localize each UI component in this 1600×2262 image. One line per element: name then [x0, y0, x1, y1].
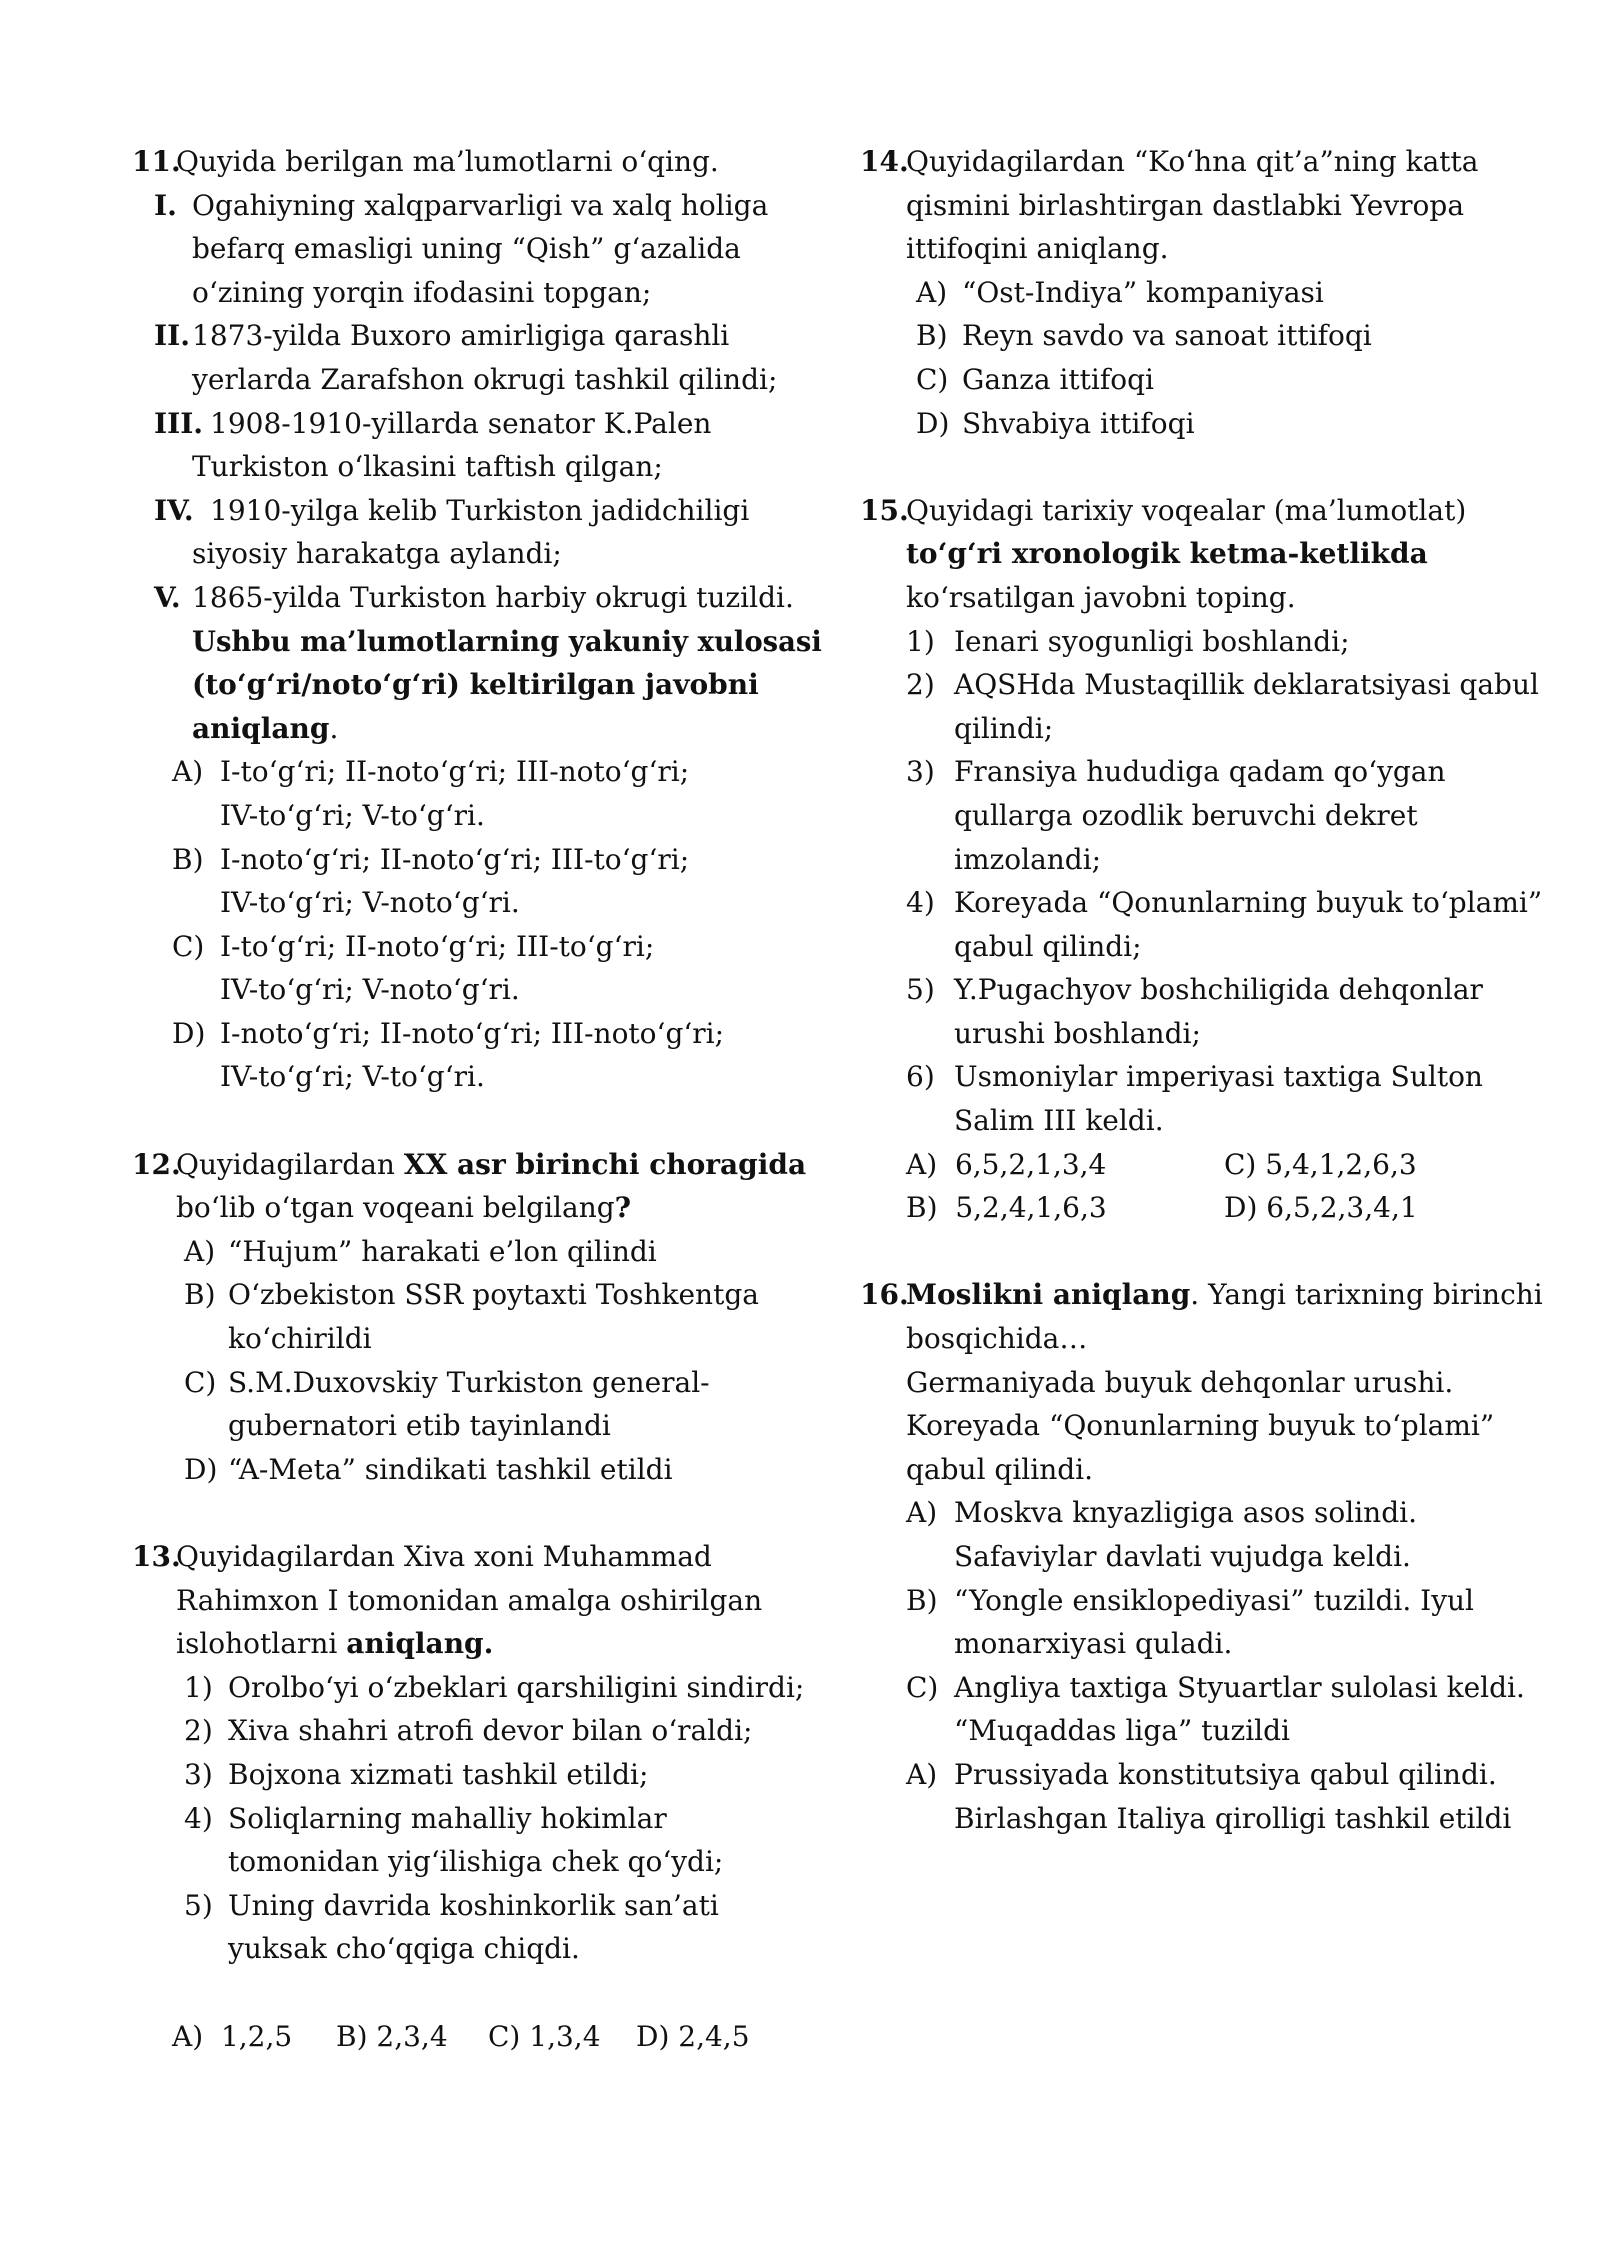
list-item — [860, 750, 1560, 794]
option-text: “Muqaddas liga” tuzildi — [954, 1714, 1291, 1748]
option-text: 5,2,4,1,6,3 — [955, 1191, 1107, 1225]
item-text: Usmoniylar imperiyasi taxtiga Sulton — [954, 1060, 1483, 1094]
answer-row — [132, 2015, 822, 2059]
question-14 — [860, 140, 1560, 445]
item-number: 3) — [184, 1757, 213, 1791]
item-text: Xiva shahri atrofi devor bilan o‘raldi; — [228, 1714, 753, 1748]
answer-option-b[interactable] — [132, 838, 822, 882]
option-text: 1,2,5 — [220, 2019, 293, 2053]
option-text: O‘zbekiston SSR poytaxti Toshkentga — [228, 1278, 759, 1312]
question-text: Quyidagilardan “Ko‘hna qit’a”ning katta — [906, 145, 1479, 178]
question-stem — [860, 140, 1560, 184]
question-text: Quyidagi tarixiy voqealar (ma’lumotlat) — [906, 493, 1467, 527]
option-label: C) — [172, 929, 205, 963]
answer-option-c[interactable] — [488, 2015, 601, 2059]
statement-mark: I. — [154, 188, 177, 222]
statement-mark: II. — [154, 319, 190, 353]
answer-option-d[interactable] — [636, 2015, 750, 2059]
option-text: 5,4,1,2,6,3 — [1265, 1147, 1417, 1181]
answer-option-a[interactable] — [906, 1143, 1106, 1187]
option-label: A) — [906, 1496, 938, 1530]
option-text: I-noto‘g‘ri; II-noto‘g‘ri; III-noto‘g‘ri; — [220, 1016, 725, 1050]
answer-row — [860, 1186, 1560, 1230]
statement-mark: V. — [154, 580, 181, 614]
answer-option-d[interactable] — [860, 402, 1560, 446]
left-column — [132, 140, 822, 2058]
stem-bold: Moslikni aniqlang — [906, 1278, 1191, 1312]
list-item — [860, 881, 1560, 925]
item-number: 2) — [184, 1714, 213, 1748]
question-stem — [132, 1535, 822, 1579]
answer-option-a[interactable] — [172, 2015, 292, 2059]
item-text: Soliqlarning mahalliy hokimlar — [228, 1801, 667, 1835]
answer-option-c[interactable] — [860, 358, 1560, 402]
answer-row — [860, 1143, 1560, 1187]
option-text: 6,5,2,1,3,4 — [954, 1147, 1107, 1181]
answer-option-b[interactable] — [906, 1186, 1107, 1230]
option-label: B) — [172, 842, 204, 876]
question-15 — [860, 489, 1560, 1230]
option-text: IV-to‘g‘ri; V-to‘g‘ri. — [220, 1060, 485, 1094]
question-text: bosqichida… — [906, 1322, 1088, 1356]
question-text — [176, 1186, 631, 1230]
item-number: 5) — [184, 1888, 213, 1922]
statement-text: Turkiston o‘lkasini taftish qilgan; — [192, 450, 663, 484]
question-number: 14. — [860, 145, 909, 178]
statement-text: o‘zining yorqin ifodasini topgan; — [192, 275, 652, 309]
stem-part: islohotlarni — [176, 1627, 347, 1661]
answer-option-d[interactable] — [860, 1753, 1560, 1797]
question-text: Quyidagilardan Xiva xoni Muhammad — [176, 1540, 712, 1573]
option-label: B) — [184, 1278, 216, 1312]
item-text: Orolbo‘yi o‘zbeklari qarshiligini sindirdi; — [228, 1670, 805, 1704]
option-text: I-noto‘g‘ri; II-noto‘g‘ri; III-to‘g‘ri; — [220, 842, 690, 876]
option-label: C) — [916, 362, 949, 396]
option-text: IV-to‘g‘ri; V-noto‘g‘ri. — [220, 973, 520, 1007]
option-label: A) — [172, 755, 204, 789]
question-12 — [132, 1143, 822, 1492]
option-text: monarxiyasi quladi. — [954, 1627, 1233, 1661]
statement-item — [132, 489, 822, 533]
stem-part: . Yangi tarixning birinchi — [1190, 1278, 1543, 1312]
instruction-text: (to‘g‘ri/noto‘g‘ri) keltirilgan javobni — [192, 668, 759, 702]
statement-text: 1910-yilga kelib Turkiston jadidchiligi — [210, 493, 750, 527]
question-stem — [860, 1273, 1560, 1317]
statement-text: 1865-yilda Turkiston harbiy okrugi tuzildi. — [192, 580, 794, 614]
item-number: 1) — [184, 1670, 213, 1704]
option-text: Moskva knyazligiga asos solindi. — [954, 1496, 1417, 1530]
option-text: Safaviylar davlati vujudga keldi. — [954, 1540, 1411, 1573]
option-text: “Yongle ensiklopediyasi” tuzildi. Iyul — [954, 1583, 1475, 1617]
list-item — [132, 1753, 822, 1797]
item-text: qilindi; — [954, 711, 1054, 745]
option-text: “Ost-Indiya” kompaniyasi — [962, 275, 1324, 309]
item-text: tomonidan yig‘ilishiga chek qo‘ydi; — [228, 1845, 724, 1879]
instruction-text: Ushbu ma’lumotlarning yakuniy xulosasi — [192, 624, 822, 658]
instruction-bold: aniqlang — [192, 711, 330, 745]
answer-option-a[interactable] — [860, 1491, 1560, 1535]
answer-option-c[interactable] — [860, 1666, 1560, 1710]
answer-option-a[interactable] — [860, 271, 1560, 315]
option-text: IV-to‘g‘ri; V-to‘g‘ri. — [220, 798, 485, 832]
option-text: 1,3,4 — [529, 2019, 601, 2053]
answer-option-a[interactable] — [132, 1230, 822, 1274]
option-text: “A-Meta” sindikati tashkil etildi — [228, 1452, 673, 1486]
item-text: qabul qilindi; — [954, 929, 1142, 963]
option-label: D) — [916, 406, 950, 440]
option-label: C) — [184, 1365, 217, 1399]
option-label: D) — [1224, 1191, 1258, 1225]
stem-part: Quyidagilardan — [176, 1147, 404, 1181]
option-label: B) — [906, 1191, 938, 1225]
option-text: Prussiyada konstitutsiya qabul qilindi. — [954, 1757, 1497, 1791]
option-label: C) — [1224, 1147, 1257, 1181]
item-number: 6) — [906, 1060, 935, 1094]
question-text: Rahimxon I tomonidan amalga oshirilgan — [176, 1583, 763, 1617]
statement-item — [132, 576, 822, 620]
list-item — [132, 1666, 822, 1710]
question-stem — [860, 489, 1560, 533]
statement-item — [132, 402, 822, 446]
option-text: S.M.Duxovskiy Turkiston general- — [228, 1365, 710, 1399]
option-label: A) — [172, 2019, 204, 2053]
option-text: 2,3,4 — [376, 2019, 448, 2053]
item-text: imzolandi; — [954, 842, 1102, 876]
question-text: Germaniyada buyuk dehqonlar urushi. — [906, 1365, 1454, 1399]
question-text: ittifoqini aniqlang. — [906, 232, 1169, 266]
stem-bold: XX asr birinchi choragida — [403, 1147, 807, 1181]
statement-text: befarq emasligi uning “Qish” g‘azalida — [192, 232, 741, 266]
option-label: C) — [488, 2019, 521, 2053]
option-label: B) — [906, 1583, 938, 1617]
option-label: B) — [336, 2019, 368, 2053]
answer-option-c[interactable] — [132, 925, 822, 969]
question-number: 15. — [860, 493, 909, 527]
item-number: 4) — [906, 886, 935, 920]
option-text: Reyn savdo va sanoat ittifoqi — [962, 319, 1372, 353]
option-text: gubernatori etib tayinlandi — [228, 1409, 611, 1443]
answer-option-a[interactable] — [132, 750, 822, 794]
option-label: D) — [636, 2019, 670, 2053]
statement-mark: IV. — [154, 493, 194, 527]
option-label: A) — [916, 275, 948, 309]
list-item — [132, 1709, 822, 1753]
question-number: 13. — [132, 1540, 181, 1573]
question-number: 16. — [860, 1278, 909, 1312]
item-text: urushi boshlandi; — [954, 1016, 1201, 1050]
answer-option-d[interactable] — [1224, 1186, 1418, 1230]
option-label: A) — [906, 1757, 938, 1791]
item-text: Ienari syogunligi boshlandi; — [954, 624, 1350, 658]
right-column — [860, 140, 1560, 1840]
option-text: 2,4,5 — [678, 2019, 750, 2053]
question-text: qabul qilindi. — [906, 1452, 1094, 1486]
answer-option-b[interactable] — [336, 2015, 448, 2059]
statement-mark: III. — [154, 406, 204, 440]
statement-text: yerlarda Zarafshon okrugi tashkil qilindi; — [192, 362, 778, 396]
stem-bold: aniqlang. — [346, 1627, 494, 1661]
statement-text: 1873-yilda Buxoro amirligiga qarashli — [192, 319, 730, 353]
instruction-text — [192, 707, 338, 751]
statement-text: Ogahiyning xalqparvarligi va xalq holiga — [192, 188, 769, 222]
question-text: ko‘rsatilgan javobni toping. — [906, 580, 1296, 614]
option-label: A) — [906, 1147, 938, 1181]
question-stem — [132, 140, 822, 184]
stem-part: bo‘lib o‘tgan voqeani belgilang — [176, 1191, 615, 1225]
item-number: 5) — [906, 973, 935, 1007]
item-number: 2) — [906, 668, 935, 702]
list-item — [860, 663, 1560, 707]
question-text: Koreyada “Qonunlarning buyuk to‘plami” — [906, 1409, 1495, 1443]
option-text: Shvabiya ittifoqi — [962, 406, 1195, 440]
option-text: I-to‘g‘ri; II-noto‘g‘ri; III-noto‘g‘ri; — [220, 755, 690, 789]
option-label: D) — [184, 1452, 218, 1486]
option-text: 6,5,2,3,4,1 — [1266, 1191, 1418, 1225]
item-text: Salim III keldi. — [954, 1104, 1164, 1138]
option-text: Ganza ittifoqi — [962, 362, 1154, 396]
statement-text: 1908-1910-yillarda senator K.Palen — [210, 406, 712, 440]
option-text: Angliya taxtiga Styuartlar sulolasi keldi. — [954, 1670, 1525, 1704]
answer-option-b[interactable] — [860, 314, 1560, 358]
question-number: 12. — [132, 1147, 181, 1181]
list-item — [132, 1884, 822, 1928]
question-text: Quyida berilgan ma’lumotlarni o‘qing. — [176, 145, 719, 178]
question-13 — [132, 1535, 822, 2058]
answer-option-b[interactable] — [132, 1273, 822, 1317]
question-stem — [132, 1143, 822, 1187]
answer-option-c[interactable] — [1224, 1143, 1417, 1187]
item-number: 3) — [906, 755, 935, 789]
instruction-period: . — [329, 711, 339, 745]
item-text: qullarga ozodlik beruvchi dekret — [954, 798, 1418, 832]
item-text: Fransiya hududiga qadam qo‘ygan — [954, 755, 1446, 789]
question-text — [176, 1622, 493, 1666]
statement-text: siyosiy harakatga aylandi; — [192, 537, 562, 571]
list-item — [860, 620, 1560, 664]
question-text — [906, 1273, 1543, 1317]
question-11 — [132, 140, 822, 1099]
item-text: Uning davrida koshinkorlik san’ati — [228, 1888, 719, 1922]
item-text: yuksak cho‘qqiga chiqdi. — [228, 1932, 580, 1966]
item-text: Y.Pugachyov boshchiligida dehqonlar — [954, 973, 1483, 1007]
statement-item — [132, 184, 822, 228]
answer-option-d[interactable] — [132, 1012, 822, 1056]
item-text: Koreyada “Qonunlarning buyuk to‘plami” — [954, 886, 1543, 920]
option-text: IV-to‘g‘ri; V-noto‘g‘ri. — [220, 886, 520, 920]
item-number: 4) — [184, 1801, 213, 1835]
option-text: I-to‘g‘ri; II-noto‘g‘ri; III-to‘g‘ri; — [220, 929, 655, 963]
option-text: “Hujum” harakati e’lon qilindi — [228, 1234, 657, 1268]
question-number: 11. — [132, 145, 181, 178]
item-number: 1) — [906, 624, 935, 658]
option-label: A) — [184, 1234, 216, 1268]
option-label: D) — [172, 1016, 206, 1050]
option-label: C) — [906, 1670, 939, 1704]
answer-option-d[interactable] — [132, 1448, 822, 1492]
item-text: Bojxona xizmati tashkil etildi; — [228, 1757, 649, 1791]
stem-bold: ? — [614, 1191, 632, 1225]
question-16 — [860, 1273, 1560, 1840]
list-item — [860, 968, 1560, 1012]
item-text: AQSHda Mustaqillik deklaratsiyasi qabul — [954, 668, 1539, 702]
question-text-bold: to‘g‘ri xronologik ketma-ketlikda — [906, 537, 1428, 571]
question-text — [176, 1143, 806, 1187]
answer-option-b[interactable] — [860, 1579, 1560, 1623]
list-item — [860, 1055, 1560, 1099]
list-item — [132, 1797, 822, 1841]
statement-item — [132, 314, 822, 358]
option-label: B) — [916, 319, 948, 353]
question-text: qismini birlashtirgan dastlabki Yevropa — [906, 188, 1465, 222]
option-text: Birlashgan Italiya qirolligi tashkil etildi — [954, 1801, 1512, 1835]
answer-option-c[interactable] — [132, 1361, 822, 1405]
option-text: ko‘chirildi — [228, 1322, 372, 1356]
